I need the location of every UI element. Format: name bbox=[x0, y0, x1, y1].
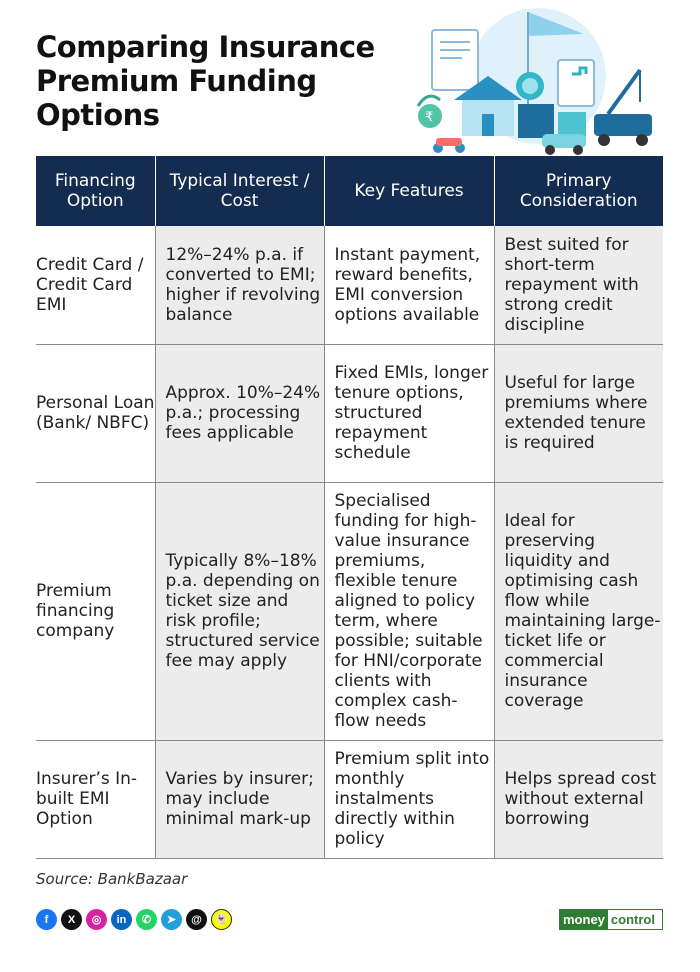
cell-features: Instant payment, reward benefits, EMI conversion options available bbox=[324, 226, 494, 344]
cell-option: Credit Card / Credit Card EMI bbox=[36, 226, 155, 344]
cell-option: Premium financing company bbox=[36, 482, 155, 740]
cell-consideration: Ideal for preserving liquidity and optimising cash flow while maintaining large-ticket life or commercial insurance coverage bbox=[494, 482, 663, 740]
cell-cost: Approx. 10%–24% p.a.; processing fees applicable bbox=[155, 344, 324, 482]
instagram-icon[interactable]: ◎ bbox=[86, 909, 107, 930]
cell-option: Insurer’s In-built EMI Option bbox=[36, 740, 155, 858]
social-icons bbox=[36, 909, 232, 930]
logo-part-money: money bbox=[560, 910, 608, 929]
x-icon[interactable]: X bbox=[61, 909, 82, 930]
whatsapp-icon[interactable]: ✆ bbox=[136, 909, 157, 930]
svg-text:₹: ₹ bbox=[425, 110, 434, 125]
cell-features: Premium split into monthly instalments directly within policy bbox=[324, 740, 494, 858]
cell-cost: Varies by insurer; may include minimal mark-up bbox=[155, 740, 324, 858]
table-row bbox=[36, 226, 663, 344]
table-row bbox=[36, 344, 663, 482]
header-key-features: Key Features bbox=[324, 156, 494, 226]
cell-features: Specialised funding for high-value insurance premiums, flexible tenure aligned to policy term, where possible; suitable for HNI/corporate clients with complex cash-flow needs bbox=[324, 482, 494, 740]
cell-features: Fixed EMIs, longer tenure options, structured repayment schedule bbox=[324, 344, 494, 482]
table-row bbox=[36, 740, 663, 858]
telegram-icon[interactable]: ➤ bbox=[161, 909, 182, 930]
cell-cost: Typically 8%–18% p.a. depending on ticket size and risk profile; structured service fee may apply bbox=[155, 482, 324, 740]
cell-consideration: Best suited for short-term repayment with strong credit discipline bbox=[494, 226, 663, 344]
cell-consideration: Useful for large premiums where extended tenure is required bbox=[494, 344, 663, 482]
cell-cost: 12%–24% p.a. if converted to EMI; higher if revolving balance bbox=[155, 226, 324, 344]
table-row bbox=[36, 482, 663, 740]
cell-option: Personal Loan (Bank/ NBFC) bbox=[36, 344, 155, 482]
table-header-row bbox=[36, 156, 663, 226]
moneycontrol-logo bbox=[559, 909, 663, 930]
logo-part-control: control bbox=[610, 912, 655, 927]
cell-consideration: Helps spread cost without external borrowing bbox=[494, 740, 663, 858]
linkedin-icon[interactable]: in bbox=[111, 909, 132, 930]
header-financing-option: Financing Option bbox=[36, 156, 155, 226]
header-primary-consideration: Primary Consideration bbox=[494, 156, 663, 226]
threads-icon[interactable]: @ bbox=[186, 909, 207, 930]
snapchat-icon[interactable]: 👻 bbox=[211, 909, 232, 930]
facebook-icon[interactable]: f bbox=[36, 909, 57, 930]
source-note: Source: BankBazaar bbox=[36, 870, 188, 888]
insurance-illustration bbox=[408, 4, 670, 160]
page-title: Comparing Insurance Premium Funding Options bbox=[36, 30, 375, 132]
comparison-table bbox=[36, 156, 663, 859]
header-interest-cost: Typical Interest / Cost bbox=[155, 156, 324, 226]
